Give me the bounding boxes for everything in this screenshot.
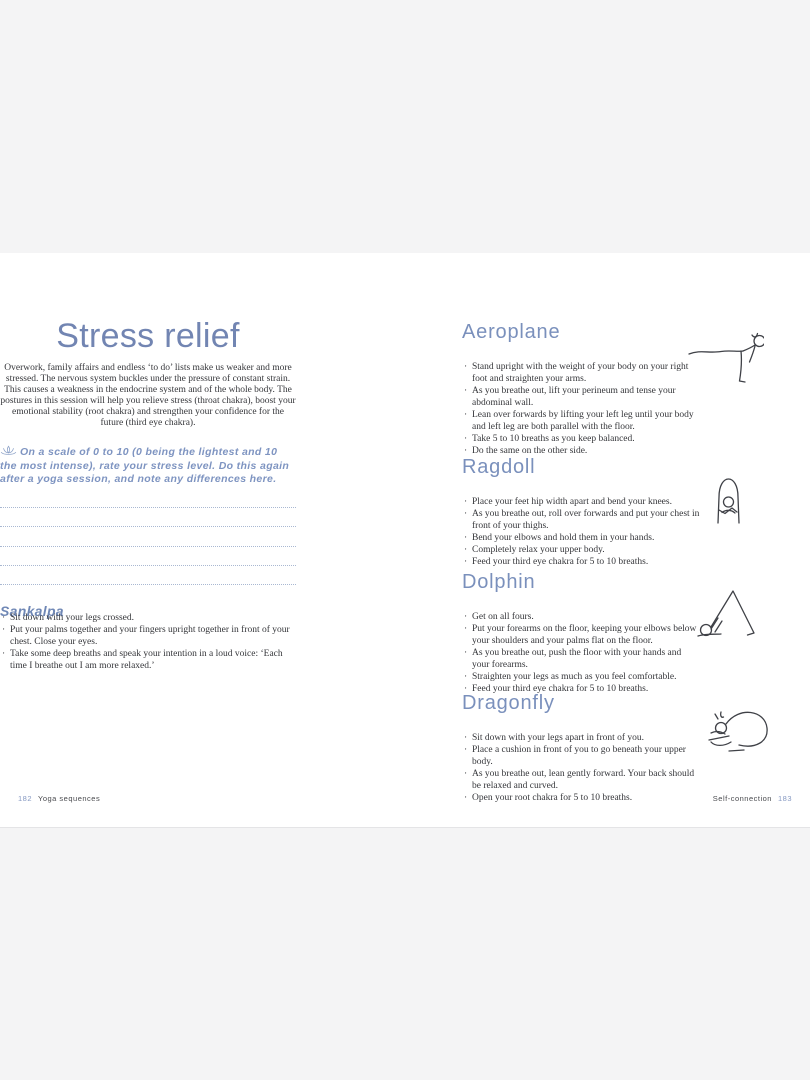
sankalpa-bullet-list xyxy=(0,612,296,672)
list-item: · Open your root chakra for 5 to 10 breaths. xyxy=(462,792,700,804)
writing-line[interactable] xyxy=(0,527,296,546)
list-item: · Straighten your legs as much as you feel comfortable. xyxy=(462,671,700,683)
list-item: · Take 5 to 10 breaths as you keep balanced. xyxy=(462,433,700,445)
aeroplane-heading: Aeroplane xyxy=(462,320,561,343)
dragonfly-bullet-list xyxy=(462,732,700,804)
list-item: · Sit down with your legs crossed. xyxy=(0,612,296,624)
sankalpa-heading: Sankalpa xyxy=(0,602,64,619)
ragdoll-pose-illustration xyxy=(707,463,749,525)
list-item: · As you breathe out, roll over forwards and put your chest in front of your thighs. xyxy=(462,508,700,532)
list-item: · Completely relax your upper body. xyxy=(462,544,700,556)
list-item: · Get on all fours. xyxy=(462,611,700,623)
writing-line[interactable] xyxy=(0,508,296,527)
ragdoll-heading: Ragdoll xyxy=(462,455,536,478)
journal-prompt-text: On a scale of 0 to 10 (0 being the lightest and 10 the most intense), rate your stress level. Do this again after a yoga session, and note any differences here. xyxy=(0,446,290,485)
list-item: · Do the same on the other side. xyxy=(462,445,700,457)
dragonfly-heading: Dragonfly xyxy=(462,691,555,714)
list-item: · As you breathe out, lift your perineum and tense your abdominal wall. xyxy=(462,385,700,409)
list-item: · Lean over forwards by lifting your left leg until your body and left leg are both parallel with the floor. xyxy=(462,409,700,433)
list-item: · Bend your elbows and hold them in your hands. xyxy=(462,532,700,544)
book-spread xyxy=(0,253,810,828)
writing-lines[interactable] xyxy=(0,489,296,585)
aeroplane-pose-illustration xyxy=(686,326,764,384)
journal-prompt xyxy=(0,445,296,487)
section-aeroplane xyxy=(462,302,700,457)
section-dragonfly xyxy=(462,673,700,804)
page-title: Stress relief xyxy=(56,316,240,355)
footer-right xyxy=(710,794,795,803)
footer-left xyxy=(15,794,103,803)
list-item: · Place a cushion in front of you to go beneath your upper body. xyxy=(462,744,700,768)
dragonfly-pose-illustration xyxy=(699,702,773,754)
list-item: · Sit down with your legs apart in front of you. xyxy=(462,732,700,744)
intro-paragraph: Overwork, family affairs and endless ‘to do’ lists make us weaker and more stressed. The nervous system buckles under the pressure of constant strain. This causes a weakness in the endocrine system and of the whole body. The postures in this session will help you relieve stress (throat chakra), boost your emotional stability (root chakra) and strengthen your confidence for the future (third eye chakra). xyxy=(0,362,296,428)
list-item: · As you breathe out, push the floor with your hands and your forearms. xyxy=(462,647,700,671)
list-item: · Feed your third eye chakra for 5 to 10 breaths. xyxy=(462,556,700,568)
writing-line[interactable] xyxy=(0,489,296,508)
list-item: · Take some deep breaths and speak your intention in a loud voice: ‘Each time I breathe out I am more relaxed.’ xyxy=(0,648,296,672)
list-item: · Put your forearms on the floor, keeping your elbows below your shoulders and your palms flat on the floor. xyxy=(462,623,700,647)
lotus-icon xyxy=(0,445,17,456)
writing-line[interactable] xyxy=(0,566,296,585)
dolphin-pose-illustration xyxy=(696,584,760,640)
list-item: · Stand upright with the weight of your body on your right foot and straighten your arms. xyxy=(462,361,700,385)
footer-label-left: Yoga sequences xyxy=(38,794,101,803)
list-item: · Place your feet hip width apart and bend your knees. xyxy=(462,496,700,508)
list-item: · Put your palms together and your fingers upright together in front of your chest. Close your eyes. xyxy=(0,624,296,648)
footer-label-right: Self-connection xyxy=(712,794,772,803)
page-number-right: 183 xyxy=(777,794,792,803)
list-item: · As you breathe out, lean gently forward. Your back should be relaxed and curved. xyxy=(462,768,700,792)
section-ragdoll xyxy=(462,437,700,568)
dolphin-heading: Dolphin xyxy=(462,570,536,593)
page-number-left: 182 xyxy=(18,794,33,803)
list-item: · Feed your third eye chakra for 5 to 10 breaths. xyxy=(462,683,700,695)
writing-line[interactable] xyxy=(0,547,296,566)
